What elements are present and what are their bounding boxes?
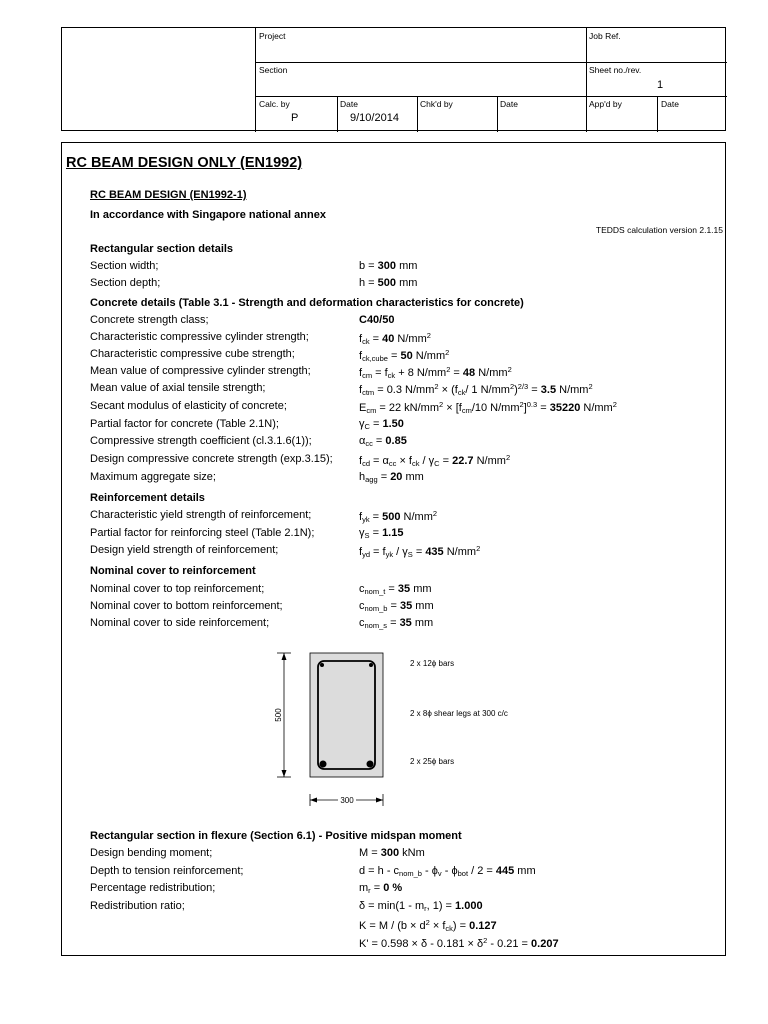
concrete-heading: Concrete details (Table 3.1 - Strength and deformation characteristics for concrete) <box>90 297 524 309</box>
flexure-heading: Rectangular section in flexure (Section 6.1) - Positive midspan moment <box>90 830 462 842</box>
date-label: Date <box>340 99 358 109</box>
section-diagram <box>262 643 522 818</box>
calcby-value: P <box>291 112 299 124</box>
beam-section <box>310 653 383 777</box>
bottom-bar-right <box>367 761 374 768</box>
version-note: TEDDS calculation version 2.1.15 <box>595 225 723 235</box>
date-value: 9/10/2014 <box>350 112 399 124</box>
doc-subtitle: RC BEAM DESIGN (EN1992-1) <box>90 189 247 201</box>
calc-sheet: RC BEAM DESIGN ONLY (EN1992) RC BEAM DESIGN (EN1992-1) In accordance with Singapore national annex TEDDS calculation version 2.1.15 Rectangular section details Section width; b = 300 mm Section depth; h = 500 mm Concrete details (Table 3.1 - Strength and deformation characteristics for concrete) Concrete strength class; C40/50 Characteristic compressive cylinder strength; $f_{ck} = 40$ $N/mm^2$ Characteristic compressive cube strength; $f_{ck,cube} = 50$ $N/mm^2$ Mean value of compressive cylinder strength; $f_{cm} = f_{ck} + 8$ $N/mm^2 = 48$ $N/mm^2$ Mean value of axial tensile strength; $f_{ctm} = 0.3$ $N/mm^2 \times (f_{ck}/$ 1 $N/mm^2)^{2/3} = 3.5$ $N/mm^2$ Secant modulus of elasticity of concrete; $E_{cm} = 22$ $kN/mm^2 \times [f_{cm}/10$ $N/mm^2]^{0.3} = 35220$ $N/mm^2$ Partial factor for concrete (Table 2.1N); $\gamma_C = 1.50$ Compressive strength coefficient (cl.3.1.6(1)); $\alpha_{cc} = 0.85$ Design compressive concrete strength (exp.3.15); $f_{cd} = \alpha_{cc} \times f_{ck} / \gamma_C = 22.7$ $N/mm^2$ Maximum aggregate size; $h_{agg} = 20$ mm Reinforcement details Characteristic yield strength of reinforcement; $f_{yk} = 500$ $N/mm^2$ Partial factor for reinforcing steel (Table 2.1N); $\gamma_S = 1.15$ Design yield strength of reinforcement; $f_{yd} = f_{yk} / \gamma_S = 435$ $N/mm^2$ Nominal cover to reinforcement Nominal cover to top reinforcement; $c_{nom\_t} = 35$ mm Nominal cover to bottom reinforcement; $c_{nom\_b} = 35$ mm Nominal cover to side reinforcement; $c_{nom\_s} = 35$ mm 500 300 2 x 12ϕ bars 2 x 8ϕ shear legs at 300 c/c 2 x 25ϕ bars Rectangular section in flexure (Section 6.1) - Positive midspan moment Design bending moment; M = 300 kNm Depth to tension reinforcement; $d = h - c_{nom\_b} - \phi_v - \phi_{bot} / 2 = 445$ mm Percentage redistribution; $m_r = 0$ % Redistribution ratio; $\delta = \min(1 - m_r$, 1) = 1.000 $K = M / (b \times d^2 \times f_{ck}) = 0.127$ $K' = 0.598 \times \delta - 0.181 \times \delta^2 - 0.21 = 0.207$ <box>61 142 726 956</box>
doc-title: RC BEAM DESIGN ONLY (EN1992) <box>66 155 303 171</box>
header-table <box>61 27 726 131</box>
height-dim-label: 500 <box>274 708 283 722</box>
rect-heading: Rectangular section details <box>90 243 234 255</box>
top-bar-right <box>369 663 373 667</box>
jobref-label: Job Ref. <box>589 31 621 41</box>
date2-label: Date <box>500 99 518 109</box>
width-dim-label: 300 <box>340 796 354 805</box>
bottom-bar-left <box>320 761 327 768</box>
links-label: 2 x 8ϕ shear legs at 300 c/c <box>410 709 508 718</box>
project-label: Project <box>259 31 286 41</box>
chkd-label: Chk'd by <box>420 99 453 109</box>
annex-note: In accordance with Singapore national annex <box>90 209 326 221</box>
sheet-label: Sheet no./rev. <box>589 65 642 75</box>
top-bar-left <box>320 663 324 667</box>
reinf-heading: Reinforcement details <box>90 492 205 504</box>
appd-label: App'd by <box>589 99 622 109</box>
section-label: Section <box>259 65 288 75</box>
bottom-bars-label: 2 x 25ϕ bars <box>410 757 455 766</box>
date3-label: Date <box>661 99 679 109</box>
top-bars-label: 2 x 12ϕ bars <box>410 659 455 668</box>
calcby-label: Calc. by <box>259 99 290 109</box>
sheet-value: 1 <box>657 79 664 91</box>
cover-heading: Nominal cover to reinforcement <box>90 565 256 577</box>
